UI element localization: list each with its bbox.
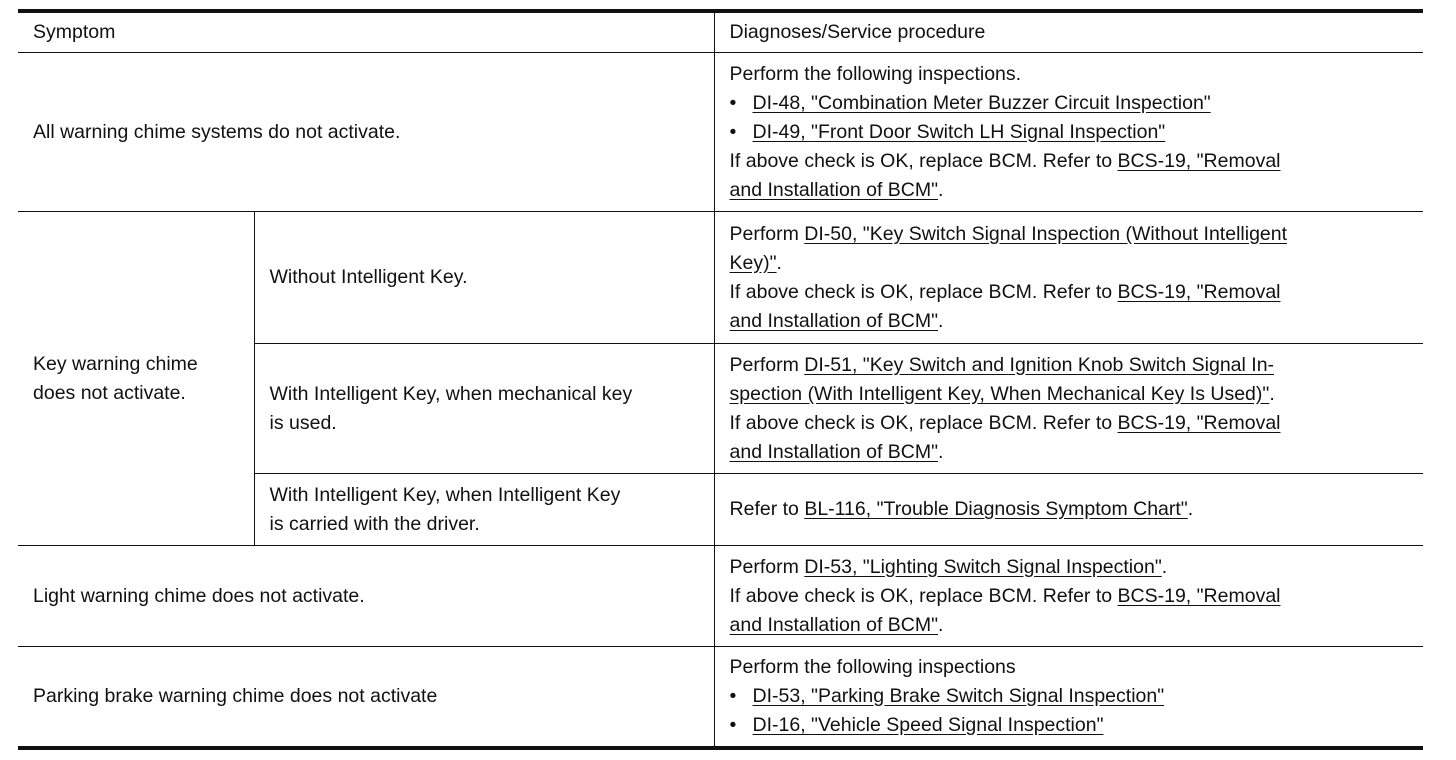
bullet-marker: •: [729, 120, 737, 143]
procedure-bullet: [730, 89, 1409, 118]
table-row: [18, 546, 1423, 647]
bullet-marker: •: [729, 713, 737, 736]
ok-instruction: [730, 582, 1409, 611]
procedure-column-header: Diagnoses/Service procedure: [714, 11, 1423, 53]
ok-instruction-cont: [730, 611, 1409, 640]
sub-symptom-cell: [254, 344, 714, 474]
sub-symptom-cell: [254, 474, 714, 546]
punct: .: [938, 309, 944, 332]
reference-link-bcs19-cont[interactable]: and Installation of BCM": [729, 309, 939, 332]
procedure-cell: [714, 53, 1423, 212]
bullet-marker: •: [729, 91, 737, 114]
group-symptom-line: Key warning chime: [33, 352, 198, 375]
sub-symptom-line: is used.: [269, 411, 337, 434]
table-row: [18, 53, 1423, 212]
perform-line: [730, 351, 1409, 380]
ok-text: If above check is OK, replace BCM. Refer to: [729, 584, 1118, 607]
perform-text: Perform: [729, 222, 805, 245]
procedure-cell: [714, 546, 1423, 647]
punct: .: [938, 178, 944, 201]
perform-line-cont: [730, 380, 1409, 409]
table-header-row: [18, 11, 1423, 53]
symptom-cell: All warning chime systems do not activate.: [18, 53, 714, 212]
reference-link-di53-parking[interactable]: DI-53, "Parking Brake Switch Signal Inspection": [752, 684, 1165, 707]
reference-link-bcs19[interactable]: BCS-19, "Removal: [1117, 149, 1281, 172]
reference-link-bcs19-cont[interactable]: and Installation of BCM": [729, 440, 939, 463]
ok-instruction: [730, 278, 1409, 307]
reference-link-di16[interactable]: DI-16, "Vehicle Speed Signal Inspection": [752, 713, 1104, 736]
ok-instruction-cont: [730, 307, 1409, 336]
reference-link-bl116[interactable]: BL-116, "Trouble Diagnosis Symptom Chart": [804, 498, 1188, 520]
reference-link-di48[interactable]: DI-48, "Combination Meter Buzzer Circuit Inspection": [752, 91, 1211, 114]
reference-link-di51-cont[interactable]: spection (With Intelligent Key, When Mechanical Key Is Used)": [729, 382, 1270, 405]
ok-instruction: [730, 147, 1409, 176]
sub-symptom-line: is carried with the driver.: [269, 512, 480, 535]
procedure-intro: Perform the following inspections: [729, 655, 1016, 678]
ok-text: If above check is OK, replace BCM. Refer to: [729, 149, 1118, 172]
symptom-column-header: Symptom: [18, 11, 714, 53]
punct: .: [1161, 555, 1168, 578]
symptom-chart-table: [18, 9, 1423, 750]
reference-link-di49[interactable]: DI-49, "Front Door Switch LH Signal Inspection": [752, 120, 1166, 143]
procedure-intro: Perform the following inspections.: [729, 62, 1022, 85]
group-symptom-cell: [18, 212, 254, 546]
procedure-cell: [714, 474, 1423, 546]
perform-line-cont: [730, 249, 1409, 278]
sub-symptom-line: With Intelligent Key, when Intelligent Key: [269, 483, 621, 506]
procedure-bullet: [730, 711, 1409, 740]
ok-text: If above check is OK, replace BCM. Refer to: [729, 280, 1118, 303]
refer-text: Refer to: [729, 498, 805, 520]
sub-symptom-line: With Intelligent Key, when mechanical key: [269, 382, 633, 405]
reference-link-di51[interactable]: DI-51, "Key Switch and Ignition Knob Switch Signal In-: [804, 353, 1275, 376]
sub-symptom-cell: Without Intelligent Key.: [254, 212, 714, 344]
refer-line: [730, 495, 1409, 524]
reference-link-di50[interactable]: DI-50, "Key Switch Signal Inspection (Without Intelligent: [804, 222, 1288, 245]
reference-link-di53[interactable]: DI-53, "Lighting Switch Signal Inspection": [804, 555, 1162, 578]
symptom-cell: Parking brake warning chime does not activate: [18, 647, 714, 748]
perform-line: [730, 220, 1409, 249]
procedure-cell: [714, 212, 1423, 344]
ok-text: If above check is OK, replace BCM. Refer to: [729, 411, 1118, 434]
reference-link-di50-cont[interactable]: Key)": [729, 251, 777, 274]
procedure-cell: [714, 647, 1423, 748]
perform-line: [730, 553, 1409, 582]
perform-text: Perform: [729, 353, 805, 376]
group-symptom-line: does not activate.: [33, 381, 186, 404]
procedure-bullet: [730, 118, 1409, 147]
symptom-cell: Light warning chime does not activate.: [18, 546, 714, 647]
punct: .: [1269, 382, 1275, 405]
punct: .: [1187, 498, 1194, 520]
reference-link-bcs19-cont[interactable]: and Installation of BCM": [729, 178, 939, 201]
reference-link-bcs19[interactable]: BCS-19, "Removal: [1117, 584, 1281, 607]
ok-instruction-cont: [730, 438, 1409, 467]
bullet-marker: •: [729, 684, 737, 707]
reference-link-bcs19-cont[interactable]: and Installation of BCM": [729, 613, 939, 636]
reference-link-bcs19[interactable]: BCS-19, "Removal: [1117, 280, 1281, 303]
reference-link-bcs19[interactable]: BCS-19, "Removal: [1117, 411, 1281, 434]
table-row: [18, 647, 1423, 748]
procedure-cell: [714, 344, 1423, 474]
punct: .: [938, 440, 944, 463]
ok-instruction-cont: [730, 176, 1409, 205]
punct: .: [938, 613, 944, 636]
table-row: [18, 212, 1423, 344]
procedure-bullet: [730, 682, 1409, 711]
perform-text: Perform: [729, 555, 805, 578]
ok-instruction: [730, 409, 1409, 438]
punct: .: [776, 251, 782, 274]
